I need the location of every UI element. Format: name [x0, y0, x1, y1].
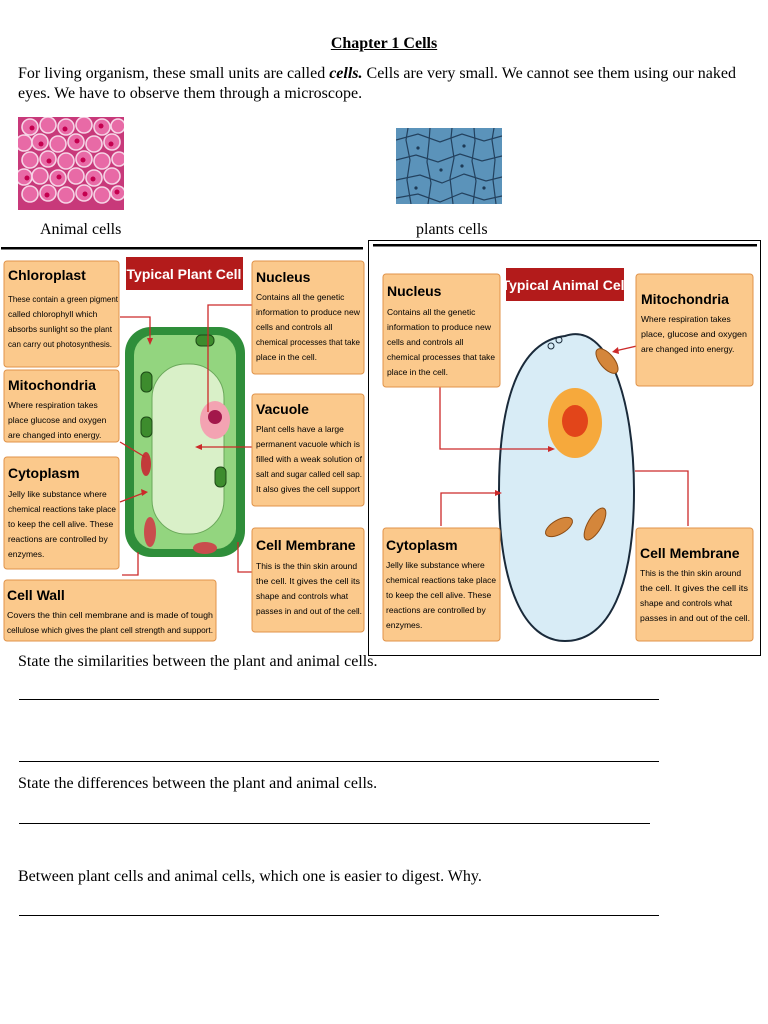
animal-box-cytoplasm-line: reactions are controlled by: [386, 605, 486, 615]
plant-box-mitochondria-head: Mitochondria: [8, 377, 96, 393]
animal-box-cytoplasm-line: enzymes.: [386, 620, 423, 630]
question-digest: Between plant cells and animal cells, which one is easier to digest. Why.: [18, 868, 482, 885]
animal-box-mitochondria-line: Where respiration takes: [641, 314, 731, 324]
answer-line-differences[interactable]: [19, 823, 650, 824]
question-similarities: State the similarities between the plant and animal cells.: [18, 653, 378, 670]
plant-box-vacuole: [252, 394, 364, 506]
plant-box-vacuole-head: Vacuole: [256, 401, 309, 417]
plant-box-cytoplasm: [4, 457, 119, 569]
question-differences: State the differences between the plant and animal cells.: [18, 775, 378, 792]
plant-box-cell-membrane-line: passes in and out of the cell.: [256, 606, 362, 616]
plant-box-mitochondria-line: are changed into energy.: [8, 430, 102, 440]
animal-box-cytoplasm: [383, 528, 500, 641]
animal-box-mitochondria: [636, 274, 753, 386]
plant-box-chloroplast-line: These contain a green pigment: [8, 294, 119, 304]
animal-box-cytoplasm-head: Cytoplasm: [386, 537, 458, 553]
answer-line-digest[interactable]: [19, 915, 659, 916]
plant-box-vacuole-line: It also gives the cell support: [256, 484, 361, 494]
plant-box-vacuole-line: filled with a weak solution of: [256, 454, 363, 464]
plant-box-mitochondria: [4, 370, 119, 442]
animal-box-cytoplasm-line: chemical reactions take place: [386, 575, 497, 585]
plant-box-cytoplasm-line: reactions are controlled by: [8, 534, 108, 544]
animal-box-nucleus-line: place in the cell.: [387, 367, 448, 377]
animal-diagram-title: Typical Animal Cell: [501, 277, 629, 293]
animal-diagram-top-rule: [373, 244, 757, 247]
plant-box-nucleus-line: Contains all the genetic: [256, 292, 345, 302]
plant-box-cell-wall: [4, 580, 216, 641]
answer-line-similarities-1[interactable]: [19, 699, 659, 700]
plant-box-nucleus: [252, 261, 364, 374]
plant-cells-caption: plants cells: [416, 221, 488, 238]
plant-box-mitochondria-line: place glucose and oxygen: [8, 415, 107, 425]
plant-cells-micrograph: [396, 128, 502, 204]
plant-box-mitochondria-line: Where respiration takes: [8, 400, 98, 410]
animal-box-cell-membrane-head: Cell Membrane: [640, 545, 740, 561]
page-title: Chapter 1 Cells: [330, 35, 438, 52]
plant-diagram-top-rule: [1, 247, 363, 250]
plant-box-nucleus-line: information to produce new: [256, 307, 361, 317]
animal-box-nucleus-head: Nucleus: [387, 283, 442, 299]
animal-box-cell-membrane-line: shape and controls what: [640, 598, 733, 608]
plant-box-cell-membrane-line: the cell. It gives the cell its: [256, 576, 360, 586]
plant-box-nucleus-line: place in the cell.: [256, 352, 317, 362]
animal-box-cell-membrane-line: passes in and out of the cell.: [640, 613, 750, 623]
animal-box-nucleus-line: information to produce new: [387, 322, 492, 332]
plant-box-cytoplasm-line: chemical reactions take place: [8, 504, 117, 514]
animal-cell-illustration: [499, 334, 634, 641]
plant-box-chloroplast-line: can carry out photosynthesis.: [8, 339, 112, 349]
intro-paragraph: [18, 64, 738, 104]
answer-line-similarities-2[interactable]: [19, 761, 659, 762]
plant-box-chloroplast: [4, 261, 119, 367]
plant-box-cell-wall-line: cellulose which gives the plant cell strength and support.: [7, 625, 213, 635]
plant-box-nucleus-line: chemical processes that take: [256, 337, 361, 347]
plant-box-chloroplast-line: absorbs sunlight so the plant: [8, 324, 113, 334]
plant-diagram-title: Typical Plant Cell: [126, 266, 242, 282]
plant-box-nucleus-line: cells and controls all: [256, 322, 333, 332]
animal-box-nucleus-line: chemical processes that take: [387, 352, 496, 362]
animal-box-cytoplasm-line: to keep the cell alive. These: [386, 590, 492, 600]
plant-box-cell-membrane-line: This is the thin skin around: [256, 561, 358, 571]
animal-box-nucleus: [383, 274, 500, 387]
animal-box-cell-membrane-line: This is the thin skin around: [640, 568, 742, 578]
plant-box-nucleus-head: Nucleus: [256, 269, 311, 285]
plant-box-chloroplast-head: Chloroplast: [8, 267, 86, 283]
intro-text-after: Cells are very small. We cannot see them using our naked eyes. We have to observe them through a microscope.: [18, 65, 736, 102]
plant-box-vacuole-line: salt and sugar called cell sap.: [256, 469, 362, 479]
plant-box-chloroplast-line: called chlorophyll which: [8, 309, 98, 319]
plant-box-cell-membrane-line: shape and controls what: [256, 591, 349, 601]
plant-box-cytoplasm-line: to keep the cell alive. These: [8, 519, 114, 529]
animal-box-mitochondria-line: place, glucose and oxygen: [641, 329, 748, 339]
animal-cell-diagram: [369, 241, 759, 653]
plant-box-cell-membrane: [252, 528, 364, 632]
animal-cells-micrograph: [18, 117, 124, 210]
plant-box-cytoplasm-line: enzymes.: [8, 549, 45, 559]
intro-text-before: For living organism, these small units are called: [18, 65, 330, 82]
plant-box-cell-membrane-head: Cell Membrane: [256, 537, 356, 553]
plant-box-cytoplasm-head: Cytoplasm: [8, 465, 80, 481]
animal-box-cell-membrane: [636, 528, 753, 641]
plant-box-vacuole-line: Plant cells have a large: [256, 424, 344, 434]
plant-box-cytoplasm-line: Jelly like substance where: [8, 489, 107, 499]
plant-box-cell-wall-line: Covers the thin cell membrane and is made of tough: [7, 610, 214, 620]
animal-box-nucleus-line: cells and controls all: [387, 337, 464, 347]
animal-box-cell-membrane-line: the cell. It gives the cell its: [640, 583, 748, 593]
intro-emphasis: cells.: [329, 65, 363, 82]
animal-box-cytoplasm-line: Jelly like substance where: [386, 560, 485, 570]
animal-cells-caption: Animal cells: [40, 221, 122, 238]
animal-box-mitochondria-line: are changed into energy.: [641, 344, 735, 354]
animal-box-nucleus-line: Contains all the genetic: [387, 307, 476, 317]
plant-box-vacuole-line: permanent vacuole which is: [256, 439, 360, 449]
plant-cell-diagram: [0, 242, 368, 650]
plant-box-cell-wall-head: Cell Wall: [7, 587, 65, 603]
plant-cell-illustration: [125, 327, 245, 557]
animal-box-mitochondria-head: Mitochondria: [641, 291, 729, 307]
